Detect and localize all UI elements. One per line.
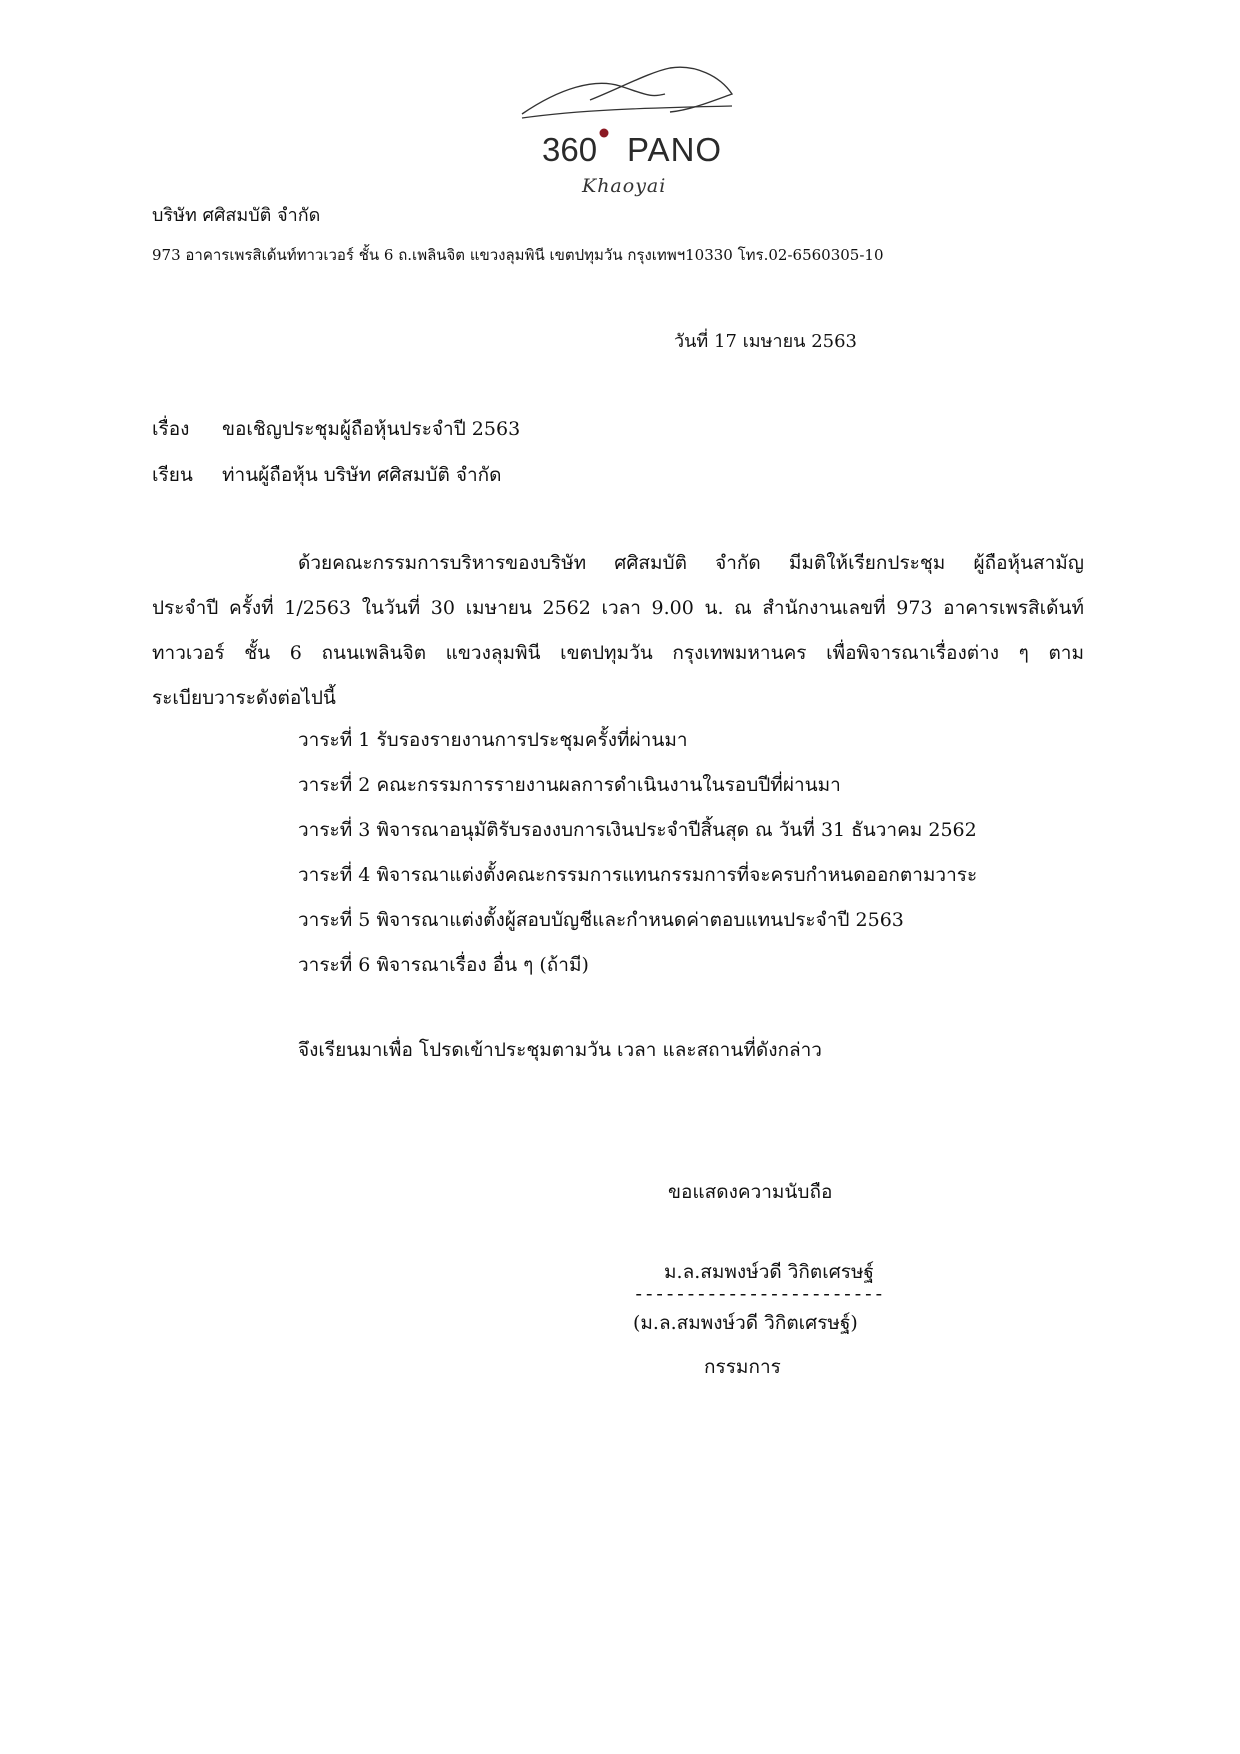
agenda-item: วาระที่ 1 รับรองรายงานการประชุมครั้งที่ผ่านมา bbox=[298, 729, 688, 751]
regards-text: ขอแสดงความนับถือ bbox=[668, 1181, 833, 1203]
logo-number: 360 bbox=[542, 131, 598, 168]
agenda-item: วาระที่ 3 พิจารณาอนุมัติรับรองงบการเงินประจำปีสิ้นสุด ณ วันที่ 31 ธันวาคม 2562 bbox=[298, 819, 977, 841]
signature-line: ------------------------ bbox=[633, 1283, 884, 1305]
agenda-list bbox=[298, 718, 977, 988]
company-name: บริษัท ศศิสมบัติ จำกัด bbox=[152, 205, 321, 226]
subject-text: ขอเชิญประชุมผู้ถือหุ้นประจำปี 2563 bbox=[222, 418, 521, 440]
recipient-text: ท่านผู้ถือหุ้น บริษัท ศศิสมบัติ จำกัด bbox=[222, 464, 502, 486]
company-address: 973 อาคารเพรสิเด้นท์ทาวเวอร์ ชั้น 6 ถ.เพลินจิต แขวงลุมพินี เขตปทุมวัน กรุงเทพฯ10330 โทร.02-6560305-10 bbox=[152, 246, 884, 264]
company-logo bbox=[520, 58, 750, 208]
agenda-item: วาระที่ 6 พิจารณาเรื่อง อื่น ๆ (ถ้ามี) bbox=[298, 954, 589, 976]
agenda-item: วาระที่ 2 คณะกรรมการรายงานผลการดำเนินงานในรอบปีที่ผ่านมา bbox=[298, 774, 841, 796]
signature-title: กรรมการ bbox=[704, 1356, 781, 1378]
recipient-label: เรียน bbox=[152, 464, 193, 486]
body-line: ทาวเวอร์ ชั้น 6 ถนนเพลินจิต แขวงลุมพินี เขตปทุมวัน กรุงเทพมหานคร เพื่อพิจารณาเรื่องต่าง ๆ ตาม bbox=[152, 642, 1084, 664]
signature-name: ม.ล.สมพงษ์วดี วิกิตเศรษฐ์ bbox=[664, 1261, 875, 1283]
subject-label: เรื่อง bbox=[152, 418, 190, 440]
logo-dot bbox=[600, 129, 609, 138]
logo-subtitle: Khaoyai bbox=[582, 175, 667, 197]
logo-name: PANO bbox=[627, 131, 723, 168]
agenda-item: วาระที่ 5 พิจารณาแต่งตั้งผู้สอบบัญชีและกำหนดค่าตอบแทนประจำปี 2563 bbox=[298, 909, 904, 931]
body-line: ประจำปี ครั้งที่ 1/2563 ในวันที่ 30 เมษายน 2562 เวลา 9.00 น. ณ สำนักงานเลขที่ 973 อาคารเพรสิเด้นท์ bbox=[152, 597, 1084, 619]
body-line: ด้วยคณะกรรมการบริหารของบริษัท ศศิสมบัติ จำกัด มีมติให้เรียกประชุม ผู้ถือหุ้นสามัญ bbox=[298, 552, 1084, 574]
agenda-item: วาระที่ 4 พิจารณาแต่งตั้งคณะกรรมการแทนกรรมการที่จะครบกำหนดออกตามวาระ bbox=[298, 864, 978, 886]
signature-printed-name: (ม.ล.สมพงษ์วดี วิกิตเศรษฐ์) bbox=[633, 1312, 858, 1334]
body-line: ระเบียบวาระดังต่อไปนี้ bbox=[152, 687, 336, 709]
letter-date: วันที่ 17 เมษายน 2563 bbox=[674, 331, 857, 352]
body-paragraph bbox=[152, 541, 1084, 721]
closing-text: จึงเรียนมาเพื่อ โปรดเข้าประชุมตามวัน เวลา และสถานที่ดังกล่าว bbox=[298, 1039, 822, 1061]
